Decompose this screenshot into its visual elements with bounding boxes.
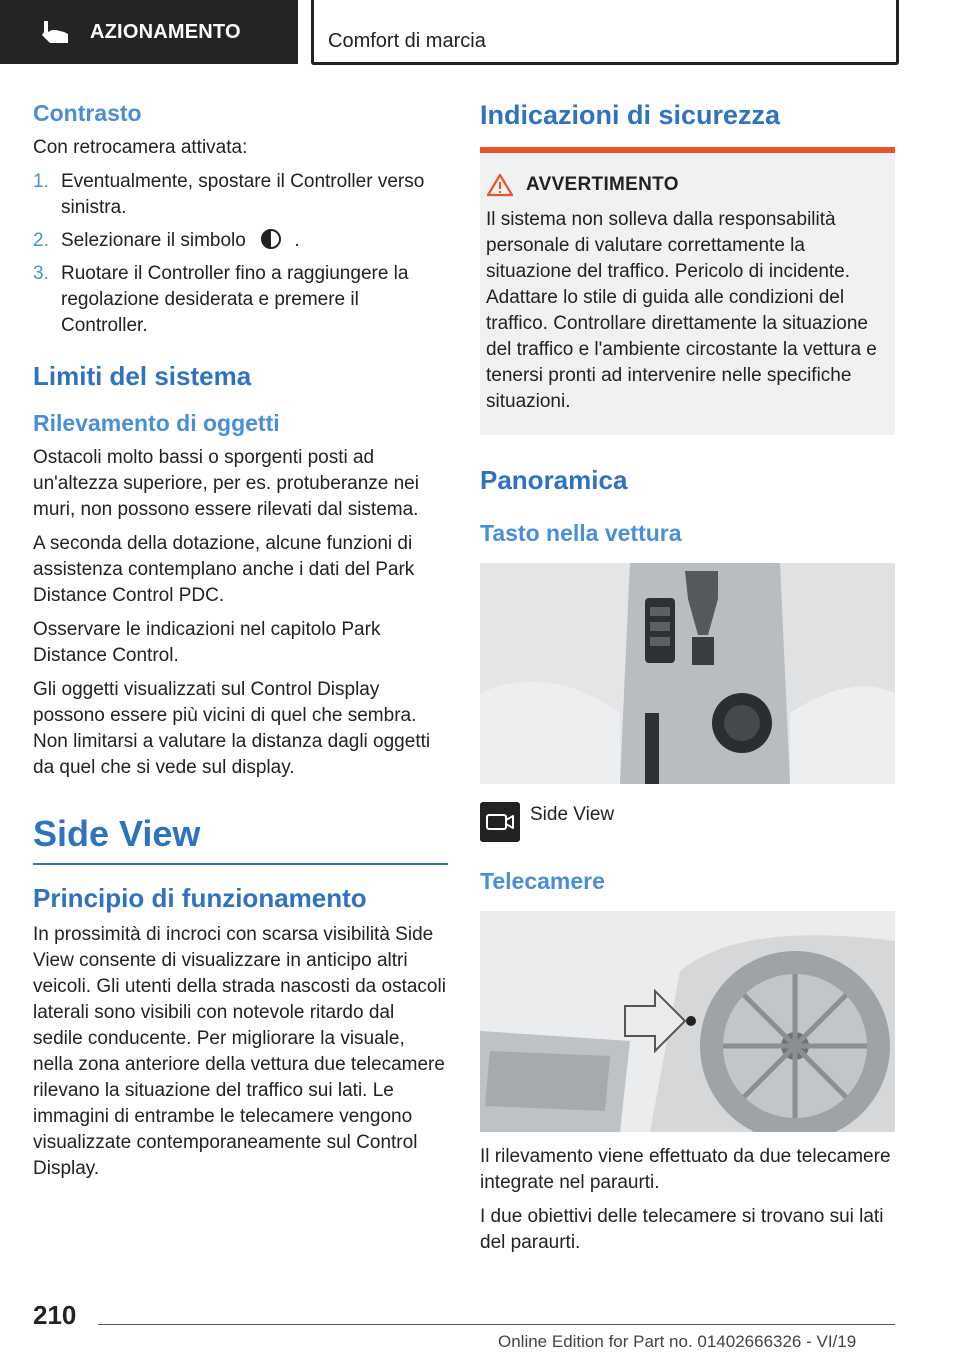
warning-text: Il sistema non solleva dalla responsabilità personale di valutare correttamente la situazione del traffico. Pericolo di incidente. Adattare lo stile di guida alle condizioni del traffico. Controllare direttamente la situazione del traffico e l'ambiente circostante la vettura e tenersi pronti ad intervenire nelle specifiche situazioni. [486, 209, 877, 412]
step-text: Eventualmente, spostare il Controller verso sinistra. [61, 171, 425, 218]
panoramica-heading: Panoramica [480, 465, 628, 495]
bumper-camera-illustration [480, 911, 895, 1132]
telecamere-heading: Telecamere [480, 868, 605, 894]
step-number: 3. [33, 263, 49, 284]
sicurezza-heading: Indicazioni di sicurezza [480, 100, 781, 130]
warning-box [480, 153, 895, 435]
contrasto-steps [33, 169, 448, 339]
center-console-illustration [480, 563, 895, 784]
side-view-button-row [480, 802, 895, 842]
contrasto-heading: Contrasto [33, 100, 142, 126]
hand-pointer-icon [38, 17, 82, 47]
step-number: 2. [33, 230, 49, 251]
footer-line [98, 1324, 895, 1325]
center-console-photo [480, 563, 895, 784]
warning-title: AVVERTIMENTO [526, 174, 679, 195]
tasto-heading: Tasto nella vettura [480, 520, 682, 546]
principio-heading: Principio di funzionamento [33, 883, 367, 913]
principio-text: In prossimità di incroci con scarsa visibilità Side View consente di visualizzare in anticipo altri veicoli. Gli utenti della strada nascosti da ostacoli laterali sono visibili con notevole ritardo dal sedile conducente. Per migliorare la visuale, nella zona anteriore della vettura due telecamere rilevano la situazione del traffico sui lati. Le immagini di entrambe le telecamere vengono visualizzate contemporaneamente sul Control Display. [33, 924, 446, 1179]
left-column [33, 100, 448, 1190]
chapter-tab [311, 0, 899, 65]
paragraph: A seconda della dotazione, alcune funzioni di assistenza contemplano anche i dati del Park Distance Control PDC. [33, 533, 415, 606]
right-column [480, 100, 895, 1264]
telecamere-paragraph-2: I due obiettivi delle telecamere si trovano sui lati del paraurti. [480, 1206, 884, 1253]
step-item [33, 261, 448, 339]
warning-triangle-icon [486, 173, 514, 197]
warning-header [486, 173, 895, 197]
side-view-camera-button-icon [480, 802, 520, 842]
sideview-heading: Side View [33, 813, 201, 854]
paragraph: Ostacoli molto bassi o sporgenti posti ad un'altezza superiore, per es. protuberanze nei muri, non possono essere rilevati dal sistema. [33, 447, 419, 520]
bumper-camera-photo [480, 911, 895, 1132]
section-tab [0, 0, 298, 64]
step-item [33, 228, 448, 254]
contrasto-intro: Con retrocamera attivata: [33, 137, 248, 158]
step-number: 1. [33, 171, 49, 192]
step-text: Ruotare il Controller fino a raggiungere la regolazione desiderata e premere il Controller. [61, 263, 409, 336]
paragraph: Osservare le indicazioni nel capitolo Park Distance Control. [33, 619, 381, 666]
paragraph: Gli oggetti visualizzati sul Control Display possono essere più vicini di quel che sembra. Non limitarsi a valutare la distanza dagli oggetti da quel che si vede sul display. [33, 679, 431, 778]
page-header [0, 0, 960, 66]
side-view-button-label: Side View [530, 804, 615, 825]
step-text-after: . [294, 230, 300, 251]
page-number: 210 [33, 1300, 77, 1330]
step-item [33, 169, 448, 221]
edition-text: Online Edition for Part no. 01402666326 - VI/19 [498, 1332, 857, 1351]
rilevamento-heading: Rilevamento di oggetti [33, 410, 280, 436]
telecamere-paragraph-1: Il rilevamento viene effettuato da due telecamere integrate nel paraurti. [480, 1146, 891, 1193]
page-footer [0, 1290, 960, 1362]
step-text-before: Selezionare il simbolo [61, 230, 246, 251]
section-divider [33, 863, 448, 865]
contrast-icon [259, 228, 283, 250]
limiti-heading: Limiti del sistema [33, 361, 252, 391]
section-tab-label: AZIONAMENTO [90, 20, 241, 43]
chapter-tab-label: Comfort di marcia [328, 30, 486, 52]
